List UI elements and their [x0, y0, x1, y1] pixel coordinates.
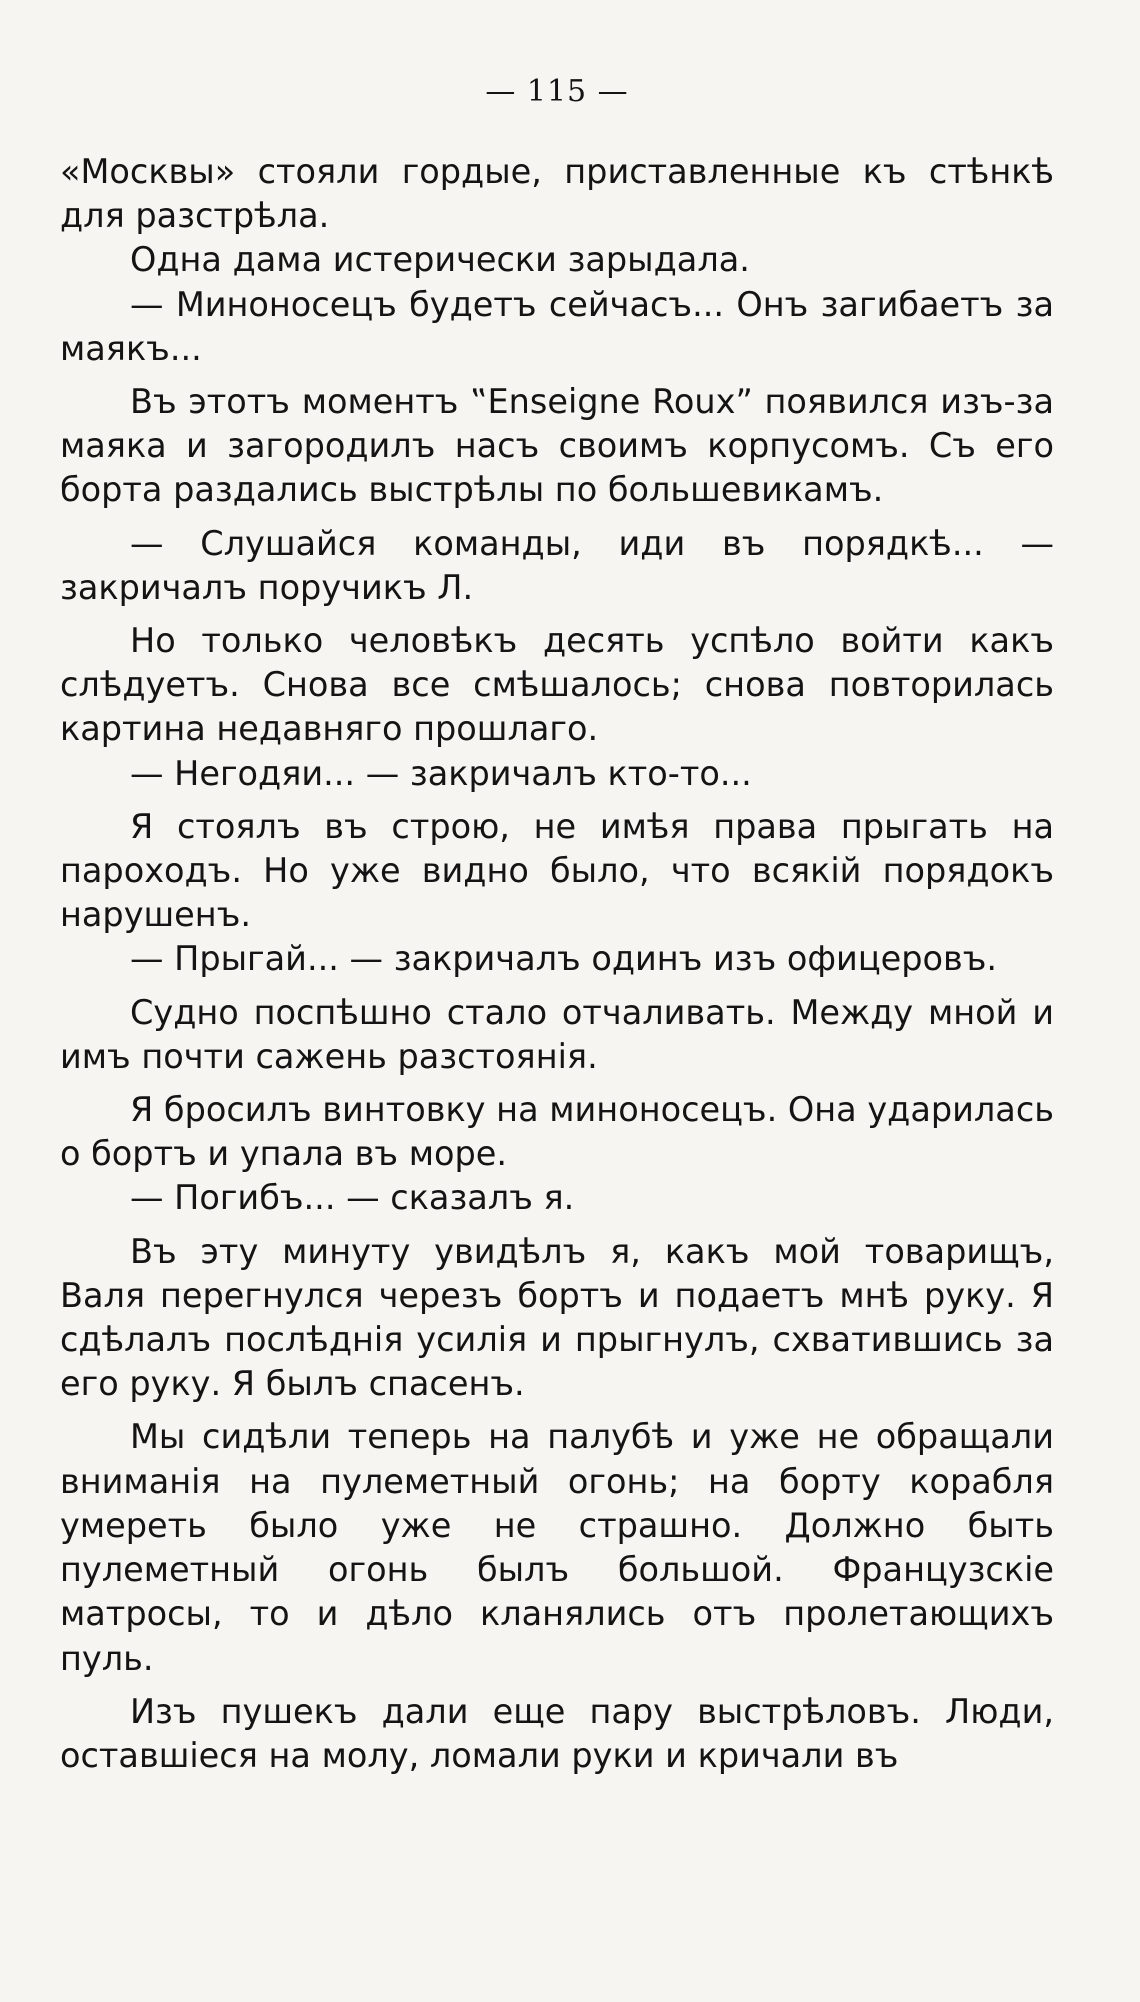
- paragraph: Въ этотъ моментъ ‟Enseigne Roux” появился изъ-за маяка и загородилъ насъ своимъ корпусомъ. Съ его борта раздались выстрѣлы по большевикамъ.: [60, 382, 1054, 510]
- body-text: [60, 150, 1054, 1778]
- paragraph: — Негодяи... — закричалъ кто-то...: [130, 753, 752, 793]
- paragraph: «Москвы» стояли гордые, приставленные къ стѣнкѣ для разстрѣла.: [60, 152, 1054, 236]
- paragraph: Мы сидѣли теперь на палубѣ и уже не обращали вниманія на пулеметный огонь; на борту корабля умереть было уже не страшно. Должно быть пулеметный огонь былъ большой. Французскіе матросы, то и дѣло кланялись отъ пролетающихъ пуль.: [60, 1417, 1054, 1678]
- paragraph: — Миноносецъ будетъ сейчасъ... Онъ загибаетъ за маякъ...: [60, 284, 1054, 368]
- paragraph: Въ эту минуту увидѣлъ я, какъ мой товарищъ, Валя перегнулся черезъ бортъ и подаетъ мнѣ руку. Я сдѣлалъ послѣднія усилія и прыгнулъ, схватившись за его руку. Я былъ спасенъ.: [60, 1231, 1054, 1404]
- paragraph: — Погибъ... — сказалъ я.: [130, 1178, 575, 1218]
- paragraph: Я бросилъ винтовку на миноносецъ. Она ударилась о бортъ и упала въ море.: [60, 1090, 1054, 1174]
- paragraph: Одна дама истерически зарыдала.: [130, 240, 750, 280]
- paragraph: — Слушайся команды, иди въ порядкѣ... — закричалъ поручикъ Л.: [60, 523, 1054, 607]
- paragraph: — Прыгай... — закричалъ одинъ изъ офицеровъ.: [130, 939, 998, 979]
- paragraph: Судно поспѣшно стало отчаливать. Между мной и имъ почти сажень разстоянія.: [60, 992, 1054, 1076]
- paragraph: Я стоялъ въ строю, не имѣя права прыгать на пароходъ. Но уже видно было, что всякій порядокъ нарушенъ.: [60, 806, 1054, 935]
- paragraph: Изъ пушекъ дали еще пару выстрѣловъ. Люди, оставшіеся на молу, ломали руки и кричали въ: [60, 1691, 1054, 1775]
- paragraph: Но только человѣкъ десять успѣло войти какъ слѣдуетъ. Снова все смѣшалось; снова повторилась картина недавняго прошлаго.: [60, 621, 1054, 749]
- page-number: — 115 —: [485, 74, 629, 109]
